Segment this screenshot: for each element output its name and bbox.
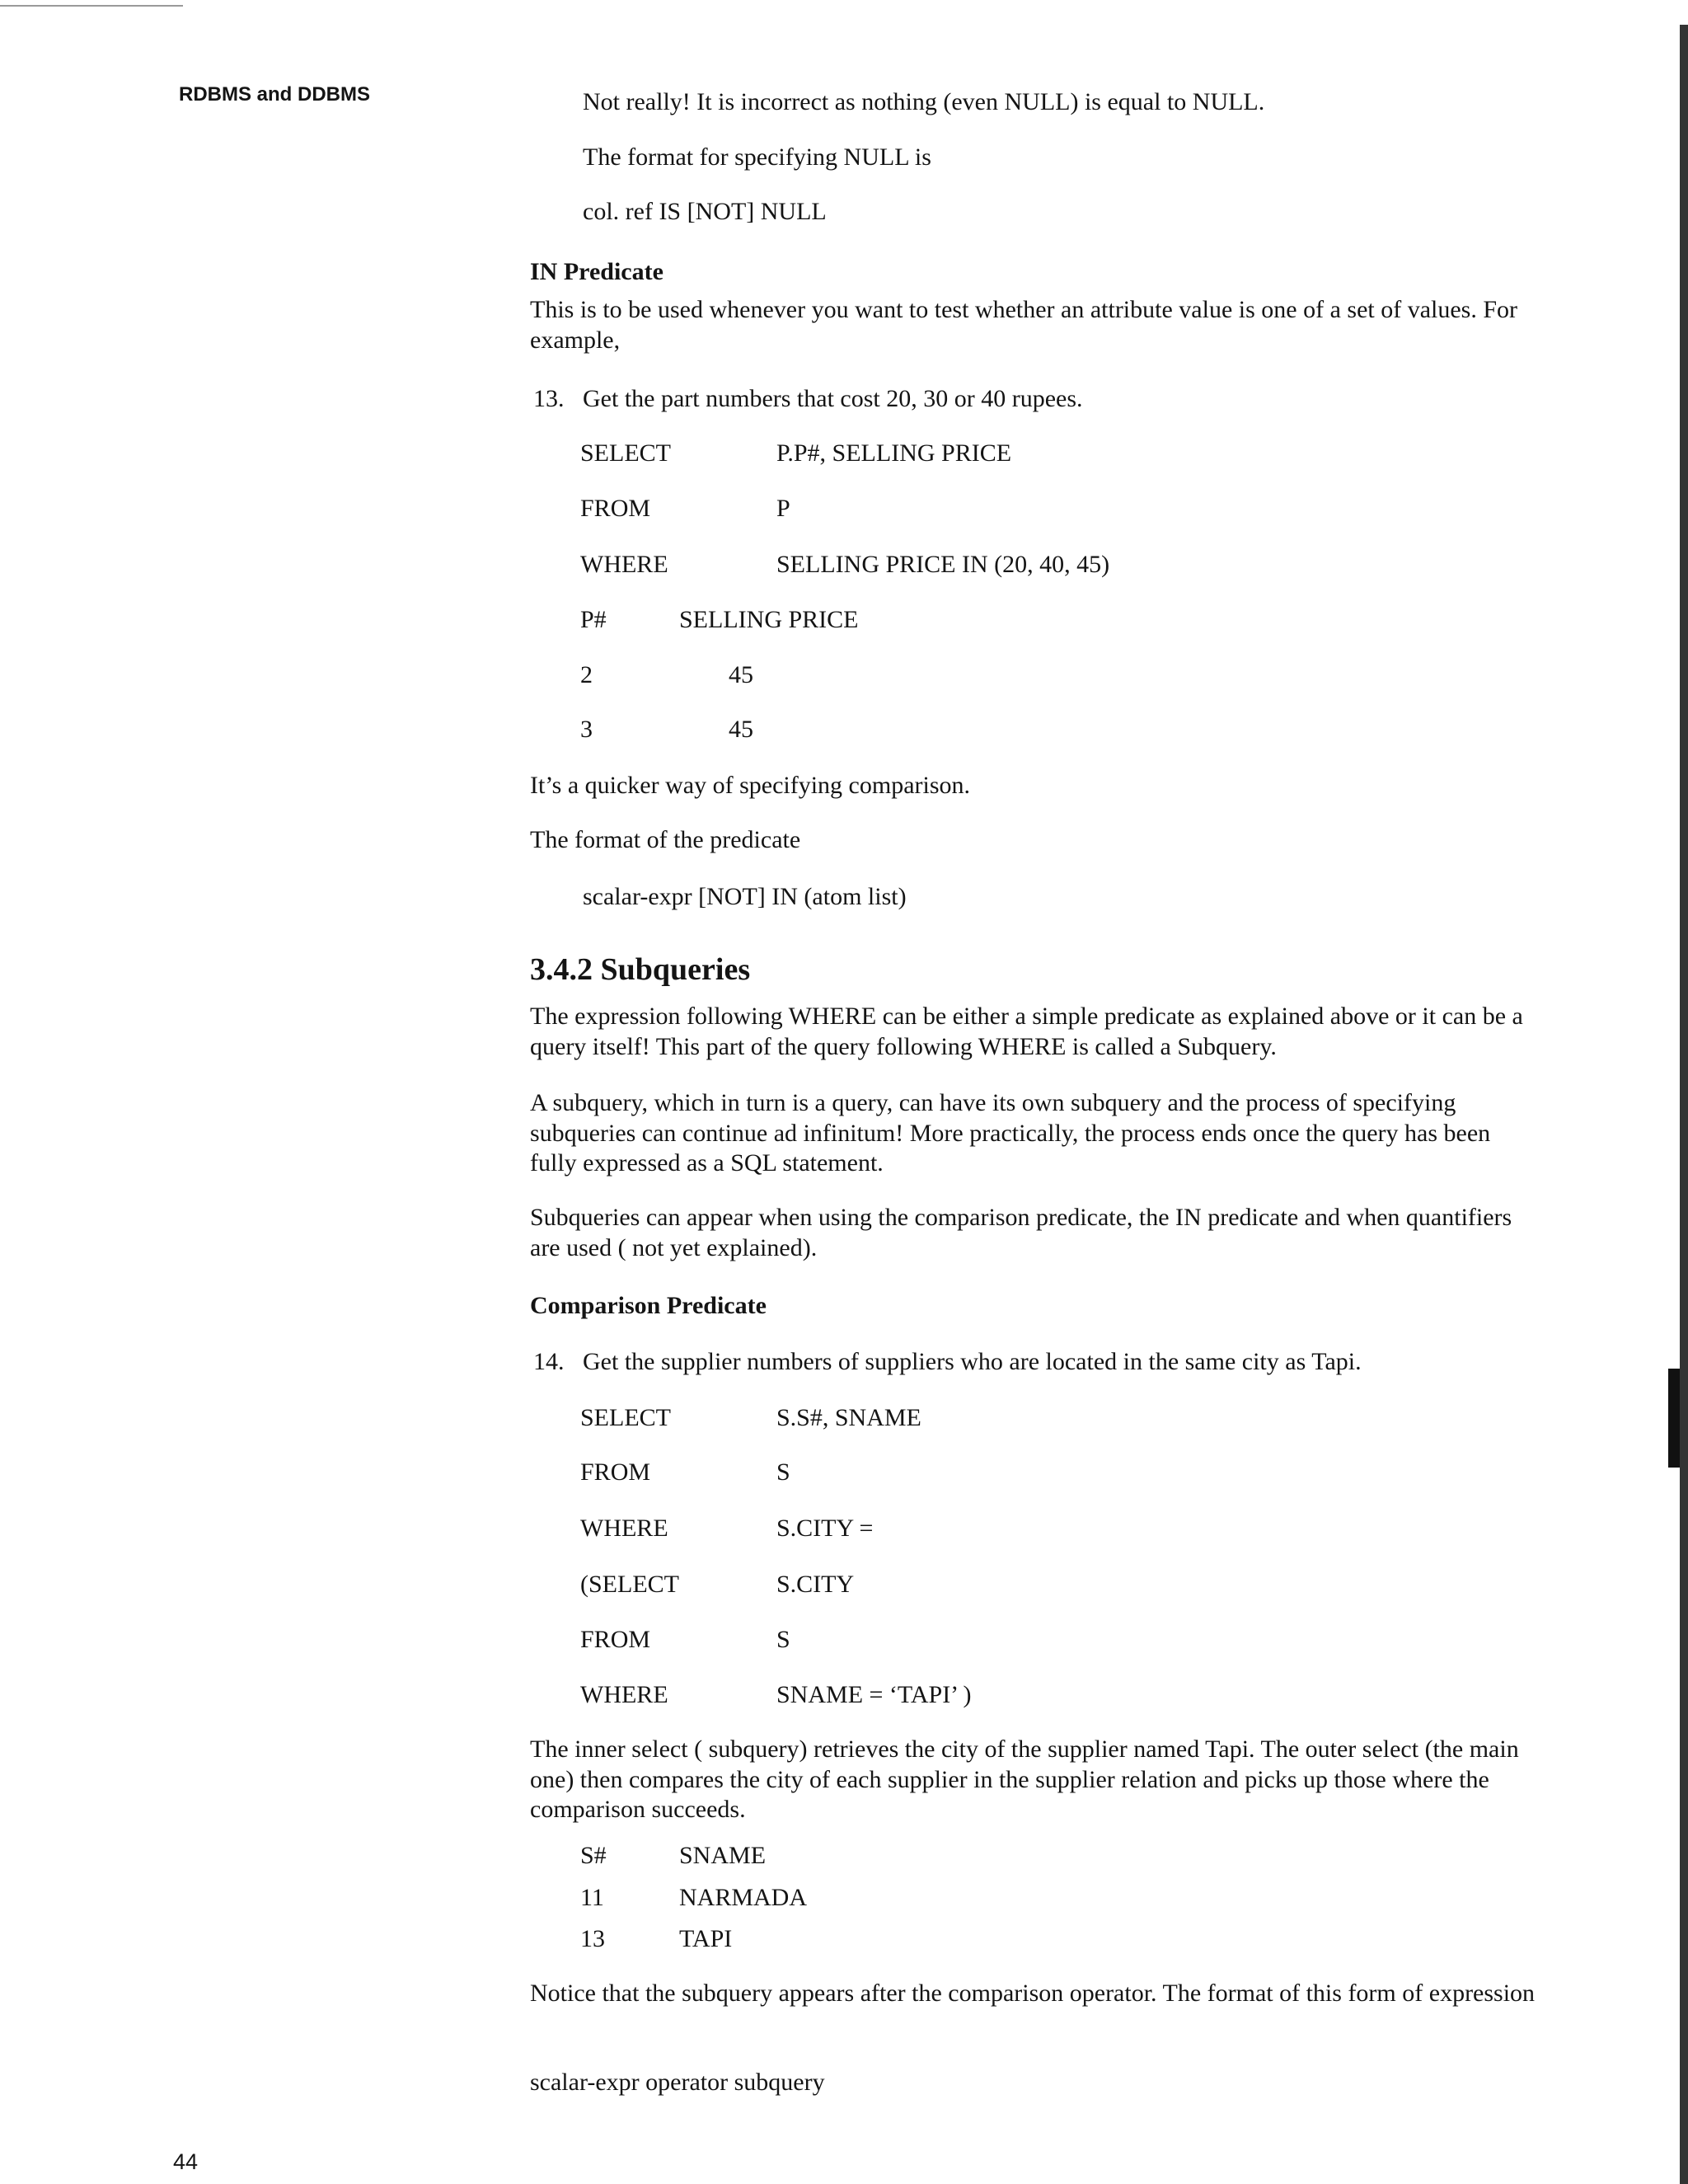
subquery-explanation: The inner select ( subquery) retrieves the city of the supplier named Tapi. The outer select (the main one) then compares the city of each supplier in the supplier relation and picks up those where the comparison succeeds. xyxy=(530,1735,1519,1824)
in-note: It’s a quicker way of specifying comparison. xyxy=(530,772,971,799)
page-number: 44 xyxy=(173,2149,199,2174)
question-13: Get the part numbers that cost 20, 30 or 40 rupees. xyxy=(583,385,1083,412)
query-argument: S.CITY = xyxy=(776,1515,874,1542)
query-argument: S.S#, SNAME xyxy=(776,1404,921,1431)
query-argument: P.P#, SELLING PRICE xyxy=(776,439,1012,467)
in-predicate-intro: This is to be used whenever you want to test whether an attribute value is one of a set of values. For example, xyxy=(530,296,1518,354)
query-keyword: SELECT xyxy=(580,1404,671,1431)
result-header: P# xyxy=(580,606,607,633)
query-argument: S xyxy=(776,1626,790,1653)
query-keyword: WHERE xyxy=(580,551,668,578)
subquery-format: scalar-expr operator subquery xyxy=(530,2069,825,2096)
result-header: SNAME xyxy=(679,1842,767,1869)
item-number-13: 13. xyxy=(533,385,565,412)
notice-paragraph: Notice that the subquery appears after the comparison operator. The format of this form of expression xyxy=(530,1980,1536,2007)
not-really-text: Not really! It is incorrect as nothing (even NULL) is equal to NULL. xyxy=(583,88,1265,115)
query-keyword: WHERE xyxy=(580,1515,668,1542)
query-argument: SELLING PRICE IN (20, 40, 45) xyxy=(776,551,1110,578)
query-keyword: FROM xyxy=(580,495,651,522)
query-keyword: (SELECT xyxy=(580,1571,679,1598)
result-cell: 11 xyxy=(580,1884,604,1911)
query-argument: P xyxy=(776,495,790,522)
result-header: SELLING PRICE xyxy=(679,606,859,633)
scan-edge-mark xyxy=(1668,1369,1680,1468)
result-header: S# xyxy=(580,1842,607,1869)
result-cell: TAPI xyxy=(679,1925,733,1952)
section-heading: 3.4.2 Subqueries xyxy=(530,952,751,987)
null-format: col. ref IS [NOT] NULL xyxy=(583,198,827,225)
result-cell: 2 xyxy=(580,661,593,688)
query-keyword: WHERE xyxy=(580,1681,668,1708)
item-number-14: 14. xyxy=(533,1348,565,1375)
comparison-heading: Comparison Predicate xyxy=(530,1292,767,1319)
top-rule xyxy=(0,5,183,7)
null-format-intro: The format for specifying NULL is xyxy=(583,143,931,171)
in-format: scalar-expr [NOT] IN (atom list) xyxy=(583,883,907,910)
scan-edge xyxy=(1680,25,1688,2184)
result-cell: 13 xyxy=(580,1925,605,1952)
result-cell: 45 xyxy=(729,661,753,688)
query-argument: S xyxy=(776,1458,790,1486)
query-argument: SNAME = ‘TAPI’ ) xyxy=(776,1681,972,1708)
query-keyword: FROM xyxy=(580,1626,651,1653)
query-keyword: SELECT xyxy=(580,439,671,467)
question-14: Get the supplier numbers of suppliers who are located in the same city as Tapi. xyxy=(583,1348,1362,1375)
query-keyword: FROM xyxy=(580,1458,651,1486)
subqueries-para-1: The expression following WHERE can be either a simple predicate as explained above or it can be a query itself! This part of the query following WHERE is called a Subquery. xyxy=(530,1003,1523,1060)
result-cell: NARMADA xyxy=(679,1884,808,1911)
subqueries-para-3: Subqueries can appear when using the comparison predicate, the IN predicate and when quantifiers are used ( not yet explained). xyxy=(530,1204,1512,1261)
result-cell: 3 xyxy=(580,716,593,743)
running-title: RDBMS and DDBMS xyxy=(179,83,370,106)
subqueries-para-2: A subquery, which in turn is a query, can have its own subquery and the process of specifying subqueries can continue ad infinitum! More practically, the process ends once the query has been fully expressed as a SQL statement. xyxy=(530,1089,1491,1177)
in-predicate-heading: IN Predicate xyxy=(530,258,663,285)
result-cell: 45 xyxy=(729,716,753,743)
query-argument: S.CITY xyxy=(776,1571,855,1598)
in-format-intro: The format of the predicate xyxy=(530,826,801,853)
